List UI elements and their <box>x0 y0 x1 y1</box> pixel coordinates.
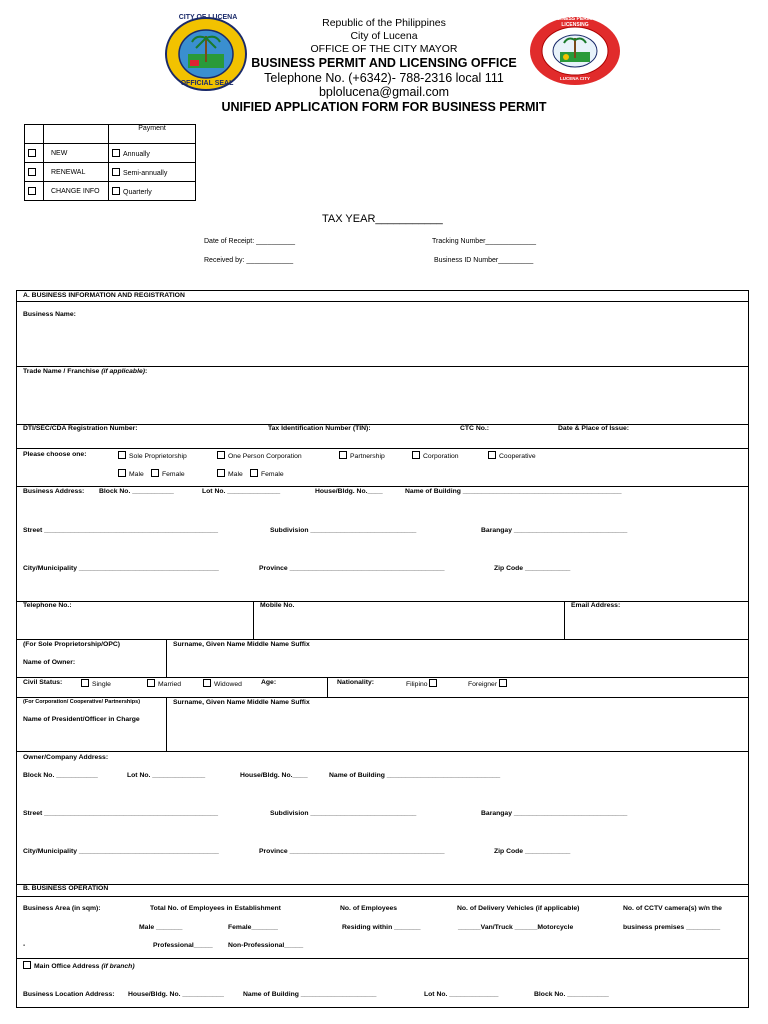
application-form <box>16 290 749 1008</box>
owner-street-field[interactable]: Street ______________________________________________ <box>23 810 219 817</box>
dash-mark: - <box>23 942 26 949</box>
section-b-title: B. BUSINESS OPERATION <box>23 885 109 892</box>
civil-status-label: Civil Status: <box>23 679 63 686</box>
owner-building-field[interactable]: Name of Building ______________________________ <box>329 772 501 779</box>
sole-male-option[interactable]: Male <box>118 469 144 478</box>
opc-female-option[interactable]: Female <box>250 469 284 478</box>
filipino-option[interactable]: Filipino <box>406 679 440 688</box>
section-a-title: A. BUSINESS INFORMATION AND REGISTRATION <box>23 292 185 299</box>
single-option[interactable]: Single <box>81 679 111 688</box>
professional-field[interactable]: Professional_____ <box>153 942 213 949</box>
dti-label: DTI/SEC/CDA Registration Number: <box>23 425 138 432</box>
business-area-label: Business Area (in sqm): <box>23 905 101 912</box>
male-employees-field[interactable]: Male _______ <box>139 924 183 931</box>
date-of-receipt-field[interactable]: Date of Receipt: __________ <box>204 238 296 245</box>
opc-male-option[interactable]: Male <box>217 469 243 478</box>
subdivision-field[interactable]: Subdivision ____________________________ <box>270 527 417 534</box>
right-seal-text: BUSINESS PERMIT & LICENSING <box>549 16 601 28</box>
opc-checkbox[interactable] <box>217 451 225 459</box>
married-option[interactable]: Married <box>147 679 181 688</box>
location-address-label: Business Location Address: <box>23 991 115 998</box>
annually-label: Annually <box>123 150 150 158</box>
business-name-label: Business Name: <box>23 311 76 318</box>
main-office-option[interactable]: Main Office Address (if branch) <box>23 961 135 970</box>
header-city: City of Lucena <box>350 30 418 42</box>
header-bplo: BUSINESS PERMIT AND LICENSING OFFICE <box>251 56 517 70</box>
foreigner-option[interactable]: Foreigner <box>468 679 510 688</box>
president-label: Name of President/Officer in Charge <box>23 716 140 723</box>
business-id-field[interactable]: Business ID Number_________ <box>434 257 534 264</box>
owner-zip-field[interactable]: Zip Code ____________ <box>494 848 571 855</box>
application-type-table <box>24 124 196 201</box>
street-field[interactable]: Street ______________________________________________ <box>23 527 219 534</box>
quarterly-label: Quarterly <box>123 188 152 196</box>
header-telephone: Telephone No. (+6342)- 788-2316 local 111 <box>264 71 504 85</box>
building-field[interactable]: Name of Building __________________________________________ <box>405 488 622 495</box>
owner-city-field[interactable]: City/Municipality _____________________________________ <box>23 848 219 855</box>
location-block-field[interactable]: Block No. ___________ <box>534 991 609 998</box>
owner-block-field[interactable]: Block No. ___________ <box>23 772 98 779</box>
barangay-field[interactable]: Barangay ______________________________ <box>481 527 628 534</box>
premises-field[interactable]: business premises _________ <box>623 924 721 931</box>
widowed-option[interactable]: Widowed <box>203 679 242 688</box>
right-seal-bottom-text: LUCENA CITY <box>559 76 591 81</box>
age-label: Age: <box>261 679 277 686</box>
sole-opc-label: (For Sole Proprietorship/OPC) <box>23 641 121 648</box>
header-office: OFFICE OF THE CITY MAYOR <box>310 43 458 55</box>
corporation-checkbox[interactable] <box>412 451 420 459</box>
location-lot-field[interactable]: Lot No. _____________ <box>424 991 499 998</box>
cooperative-option[interactable]: Cooperative <box>488 451 536 460</box>
female-employees-field[interactable]: Female_______ <box>228 924 278 931</box>
renewal-label: RENEWAL <box>51 168 86 176</box>
new-checkbox[interactable] <box>28 149 36 157</box>
new-label: NEW <box>51 149 68 157</box>
change-info-label: CHANGE INFO <box>51 187 100 195</box>
location-house-field[interactable]: House/Bldg. No. ___________ <box>128 991 224 998</box>
non-professional-field[interactable]: Non-Professional_____ <box>228 942 304 949</box>
email-label: Email Address: <box>571 602 621 609</box>
left-seal-bottom-text: OFFICIAL SEAL <box>180 80 234 87</box>
owner-barangay-field[interactable]: Barangay ______________________________ <box>481 810 628 817</box>
header-republic: Republic of the Philippines <box>322 17 446 29</box>
delivery-vehicles-label: No. of Delivery Vehicles (if applicable) <box>457 905 580 912</box>
ctc-label: CTC No.: <box>460 425 490 432</box>
total-employees-label: Total No. of Employees in Establishment <box>150 905 281 912</box>
choose-label: Please choose one: <box>23 451 87 458</box>
city-field[interactable]: City/Municipality _____________________________________ <box>23 565 219 572</box>
partnership-option[interactable]: Partnership <box>339 451 385 460</box>
form-title: UNIFIED APPLICATION FORM FOR BUSINESS PERMIT <box>221 100 547 114</box>
owner-lot-field[interactable]: Lot No. ______________ <box>127 772 206 779</box>
mobile-label: Mobile No. <box>260 602 295 609</box>
opc-option[interactable]: One Person Corporation <box>217 451 302 460</box>
owner-province-field[interactable]: Province _________________________________________ <box>259 848 445 855</box>
tracking-number-field[interactable]: Tracking Number_____________ <box>432 238 537 245</box>
owner-surname-hint: Surname, Given Name Middle Name Suffix <box>173 641 310 648</box>
payment-header: Payment <box>138 125 166 132</box>
no-employees-label: No. of Employees <box>340 905 398 912</box>
quarterly-checkbox[interactable] <box>112 187 120 195</box>
annually-checkbox[interactable] <box>112 149 120 157</box>
vehicles-field[interactable]: ______Van/Truck ______Motorcycle <box>458 924 574 931</box>
sole-prop-option[interactable]: Sole Proprietorship <box>118 451 187 460</box>
cooperative-checkbox[interactable] <box>488 451 496 459</box>
residing-within-field[interactable]: Residing within _______ <box>342 924 421 931</box>
main-office-checkbox[interactable] <box>23 961 31 969</box>
corp-label: (For Corporation/ Cooperative/ Partnerships) <box>23 699 141 705</box>
cctv-label: No. of CCTV camera(s) w/n the <box>623 905 722 912</box>
corporation-option[interactable]: Corporation <box>412 451 459 460</box>
partnership-checkbox[interactable] <box>339 451 347 459</box>
header-email: bplolucena@gmail.com <box>318 85 450 99</box>
province-field[interactable]: Province _________________________________________ <box>259 565 445 572</box>
block-field[interactable]: Block No. ___________ <box>99 488 174 495</box>
received-by-field[interactable]: Received by: ____________ <box>204 257 294 264</box>
owner-name-label: Name of Owner: <box>23 659 76 666</box>
sole-prop-checkbox[interactable] <box>118 451 126 459</box>
business-address-label: Business Address: <box>23 488 85 495</box>
owner-house-field[interactable]: House/Bldg. No.____ <box>240 772 308 779</box>
owner-address-label: Owner/Company Address: <box>23 754 109 761</box>
renewal-checkbox[interactable] <box>28 168 36 176</box>
house-field[interactable]: House/Bldg. No.____ <box>315 488 383 495</box>
owner-subdivision-field[interactable]: Subdivision ____________________________ <box>270 810 417 817</box>
location-building-field[interactable]: Name of Building ____________________ <box>243 991 377 998</box>
sole-female-option[interactable]: Female <box>151 469 185 478</box>
tin-label: Tax Identification Number (TIN): <box>268 425 371 432</box>
semi-annually-label: Semi-annually <box>123 169 168 177</box>
semi-annually-checkbox[interactable] <box>112 168 120 176</box>
nationality-label: Nationality: <box>337 679 375 686</box>
date-place-label: Date & Place of Issue: <box>558 425 630 432</box>
lot-field[interactable]: Lot No. ______________ <box>202 488 281 495</box>
president-surname-hint: Surname, Given Name Middle Name Suffix <box>173 699 310 706</box>
zip-field[interactable]: Zip Code ____________ <box>494 565 571 572</box>
left-seal-top-text: CITY OF LUCENA <box>178 14 238 21</box>
telephone-label: Telephone No.: <box>23 602 72 609</box>
change-info-checkbox[interactable] <box>28 187 36 195</box>
tax-year-field[interactable]: TAX YEAR___________ <box>322 213 443 225</box>
trade-name-label: Trade Name / Franchise (if applicable): <box>23 368 148 375</box>
